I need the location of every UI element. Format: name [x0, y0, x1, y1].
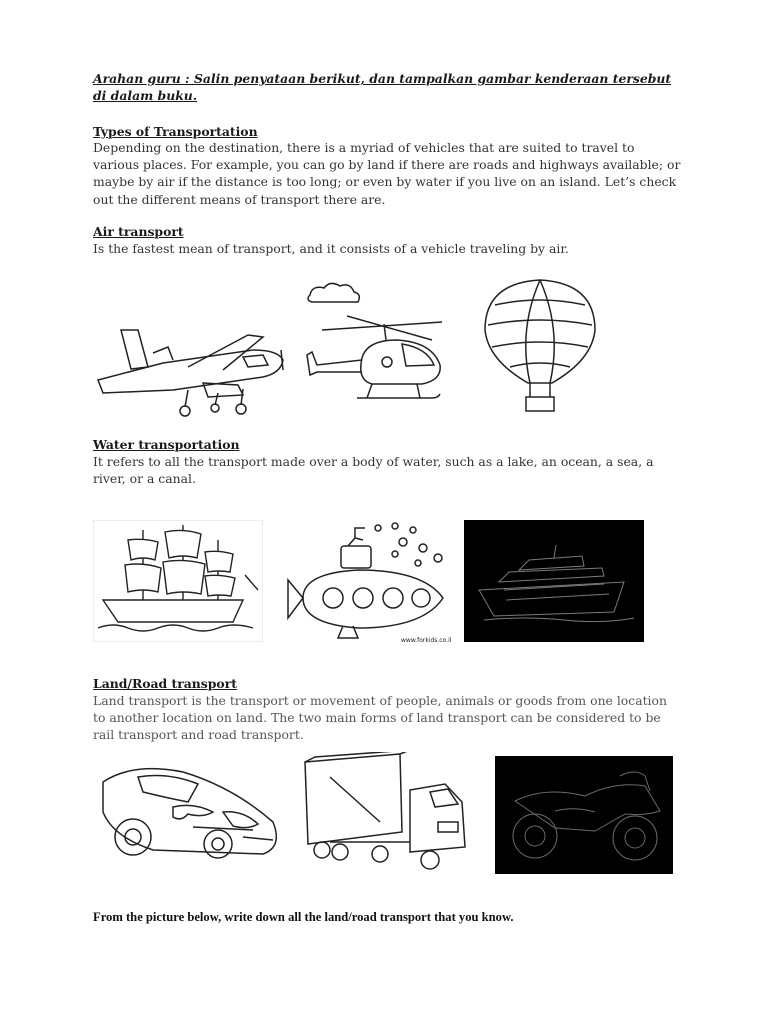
submarine-watermark: www.forkids.co.il	[401, 637, 452, 644]
land-paragraph: Land transport is the transport or movement of people, animals or goods from one location to another location on land. The two main forms of land transport can be considered to be rail transport and road transport.	[93, 693, 667, 743]
air-paragraph: Is the fastest mean of transport, and it consists of a vehicle traveling by air.	[93, 241, 569, 256]
airplane-image	[93, 325, 288, 420]
submarine-image	[283, 518, 453, 644]
land-heading: Land/Road transport	[93, 676, 237, 691]
hot-air-balloon-image	[480, 275, 600, 415]
types-heading: Types of Transportation	[93, 124, 258, 139]
teacher-instruction: Arahan guru : Salin penyataan berikut, dan tampalkan gambar kenderaan tersebut di dalam buku.	[93, 71, 672, 104]
truck-image	[300, 752, 470, 874]
helicopter-image	[302, 280, 457, 415]
types-paragraph: Depending on the destination, there is a myriad of vehicles that are suited to travel to various places. For example, you can go by land if there are roads and highways available; or maybe by air if the distance is too long; or even by water if you live on an island. Let’s check out the different means of transport there are.	[93, 140, 681, 207]
sailing-ship-image	[93, 520, 263, 642]
air-heading: Air transport	[93, 224, 184, 239]
water-heading: Water transportation	[93, 437, 240, 452]
cruise-ship-image	[464, 520, 644, 642]
sports-car-image	[93, 752, 288, 877]
final-instruction: From the picture below, write down all the land/road transport that you know.	[93, 910, 514, 924]
water-paragraph: It refers to all the transport made over a body of water, such as a lake, an ocean, a sea, a river, or a canal.	[93, 454, 654, 487]
motorcycle-image	[495, 756, 673, 874]
